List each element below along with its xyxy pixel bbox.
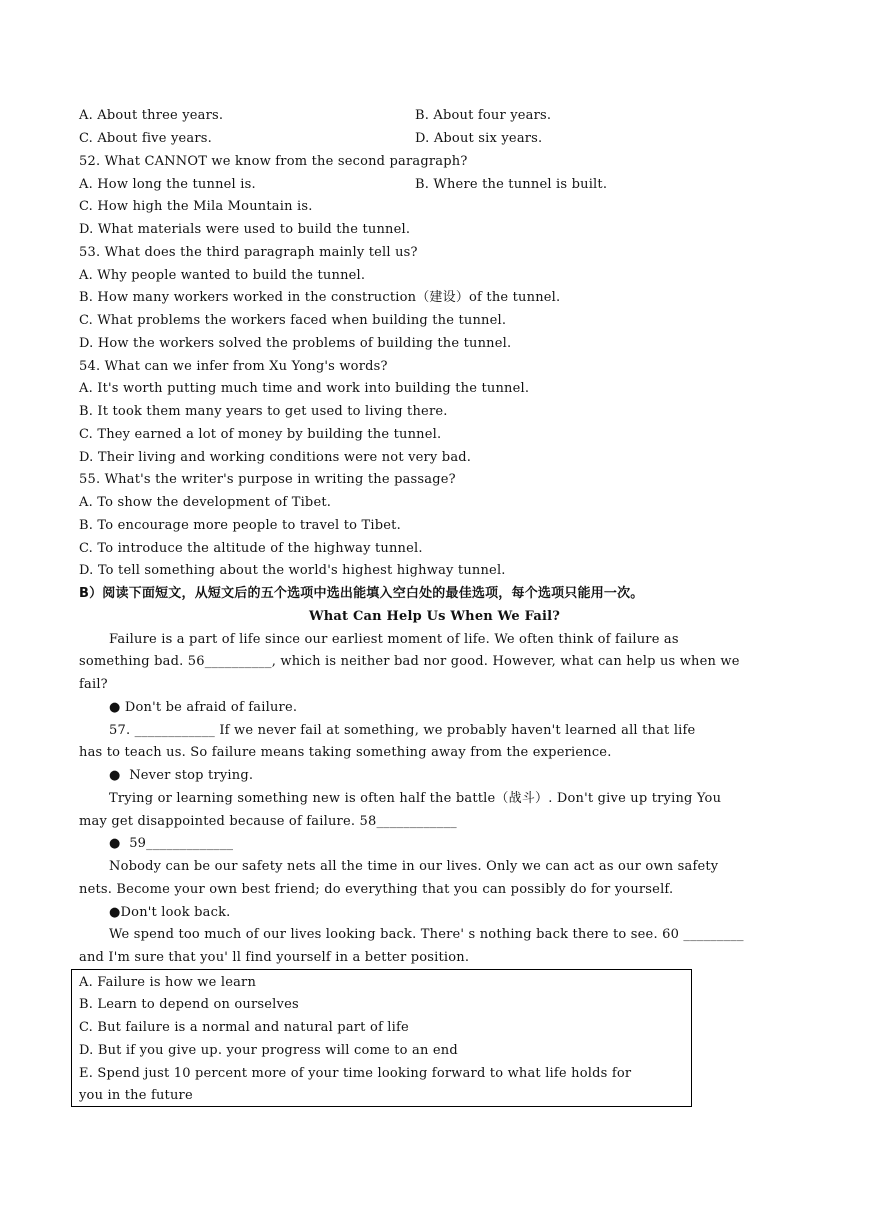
section-b-instruction: B）阅读下面短文，从短文后的五个选项中选出能填入空白处的最佳选项，每个选项只能用一次。	[79, 586, 644, 601]
q54-option-b: B. It took them many years to get used to living there.	[79, 404, 448, 419]
q52-option-d: D. What materials were used to build the tunnel.	[79, 222, 411, 237]
q52-option-a: A. How long the tunnel is.	[79, 177, 256, 192]
paragraph-2-line-2: has to teach us. So failure means taking something away from the experience.	[79, 745, 612, 760]
q54-option-d: D. Their living and working conditions were not very bad.	[79, 450, 472, 465]
bullet-heading-3: ● 59_____________	[109, 836, 234, 851]
q55-option-c: C. To introduce the altitude of the highway tunnel.	[79, 541, 423, 556]
paragraph-5-line-2: and I'm sure that you' ll find yourself in a better position.	[79, 950, 470, 965]
q51-option-c: C. About five years.	[79, 131, 212, 146]
option-e-line-1: E. Spend just 10 percent more of your time looking forward to what life holds for	[79, 1066, 632, 1081]
q52-option-b: B. Where the tunnel is built.	[415, 177, 608, 192]
paragraph-2-line-1: 57. ____________ If we never fail at something, we probably haven't learned all that life	[109, 723, 696, 738]
paragraph-1-line-3: fail?	[79, 677, 108, 692]
q54-option-c: C. They earned a lot of money by building the tunnel.	[79, 427, 442, 442]
q53-option-b: B. How many workers worked in the construction（建设）of the tunnel.	[79, 290, 561, 305]
q52-question: 52. What CANNOT we know from the second paragraph?	[79, 154, 468, 169]
q55-option-d: D. To tell something about the world's highest highway tunnel.	[79, 563, 506, 578]
paragraph-1-line-2: something bad. 56__________, which is neither bad nor good. However, what can help us when we	[79, 654, 740, 669]
q51-option-b: B. About four years.	[415, 108, 552, 123]
q52-option-c: C. How high the Mila Mountain is.	[79, 199, 313, 214]
paragraph-3-line-2: may get disappointed because of failure. 58____________	[79, 814, 457, 829]
bullet-heading-2: ● Never stop trying.	[109, 768, 254, 783]
q54-question: 54. What can we infer from Xu Yong's words?	[79, 359, 388, 374]
q55-question: 55. What's the writer's purpose in writing the passage?	[79, 472, 456, 487]
paragraph-4-line-1: Nobody can be our safety nets all the time in our lives. Only we can act as our own safety	[109, 859, 719, 874]
option-e-line-2: you in the future	[79, 1088, 193, 1103]
options-box	[71, 969, 692, 1107]
q53-option-c: C. What problems the workers faced when building the tunnel.	[79, 313, 507, 328]
q55-option-b: B. To encourage more people to travel to Tibet.	[79, 518, 401, 533]
q53-question: 53. What does the third paragraph mainly tell us?	[79, 245, 418, 260]
q54-option-a: A. It's worth putting much time and work into building the tunnel.	[79, 381, 530, 396]
option-d: D. But if you give up. your progress will come to an end	[79, 1043, 458, 1058]
option-c: C. But failure is a normal and natural part of life	[79, 1020, 409, 1035]
paragraph-4-line-2: nets. Become your own best friend; do everything that you can possibly do for yourself.	[79, 882, 674, 897]
q53-option-d: D. How the workers solved the problems of building the tunnel.	[79, 336, 512, 351]
paragraph-1-line-1: Failure is a part of life since our earliest moment of life. We often think of failure as	[109, 632, 679, 647]
paragraph-3-line-1: Trying or learning something new is often half the battle（战斗）. Don't give up trying You	[109, 791, 722, 806]
q51-option-a: A. About three years.	[79, 108, 224, 123]
passage-title: What Can Help Us When We Fail?	[308, 609, 561, 624]
q55-option-a: A. To show the development of Tibet.	[79, 495, 332, 510]
bullet-heading-4: ●Don't look back.	[109, 905, 231, 920]
option-a: A. Failure is how we learn	[79, 975, 257, 990]
option-b: B. Learn to depend on ourselves	[79, 997, 299, 1012]
paragraph-5-line-1: We spend too much of our lives looking back. There' s nothing back there to see. 60 _________	[109, 927, 744, 942]
q53-option-a: A. Why people wanted to build the tunnel.	[79, 268, 366, 283]
bullet-heading-1: ● Don't be afraid of failure.	[109, 700, 298, 715]
q51-option-d: D. About six years.	[415, 131, 543, 146]
